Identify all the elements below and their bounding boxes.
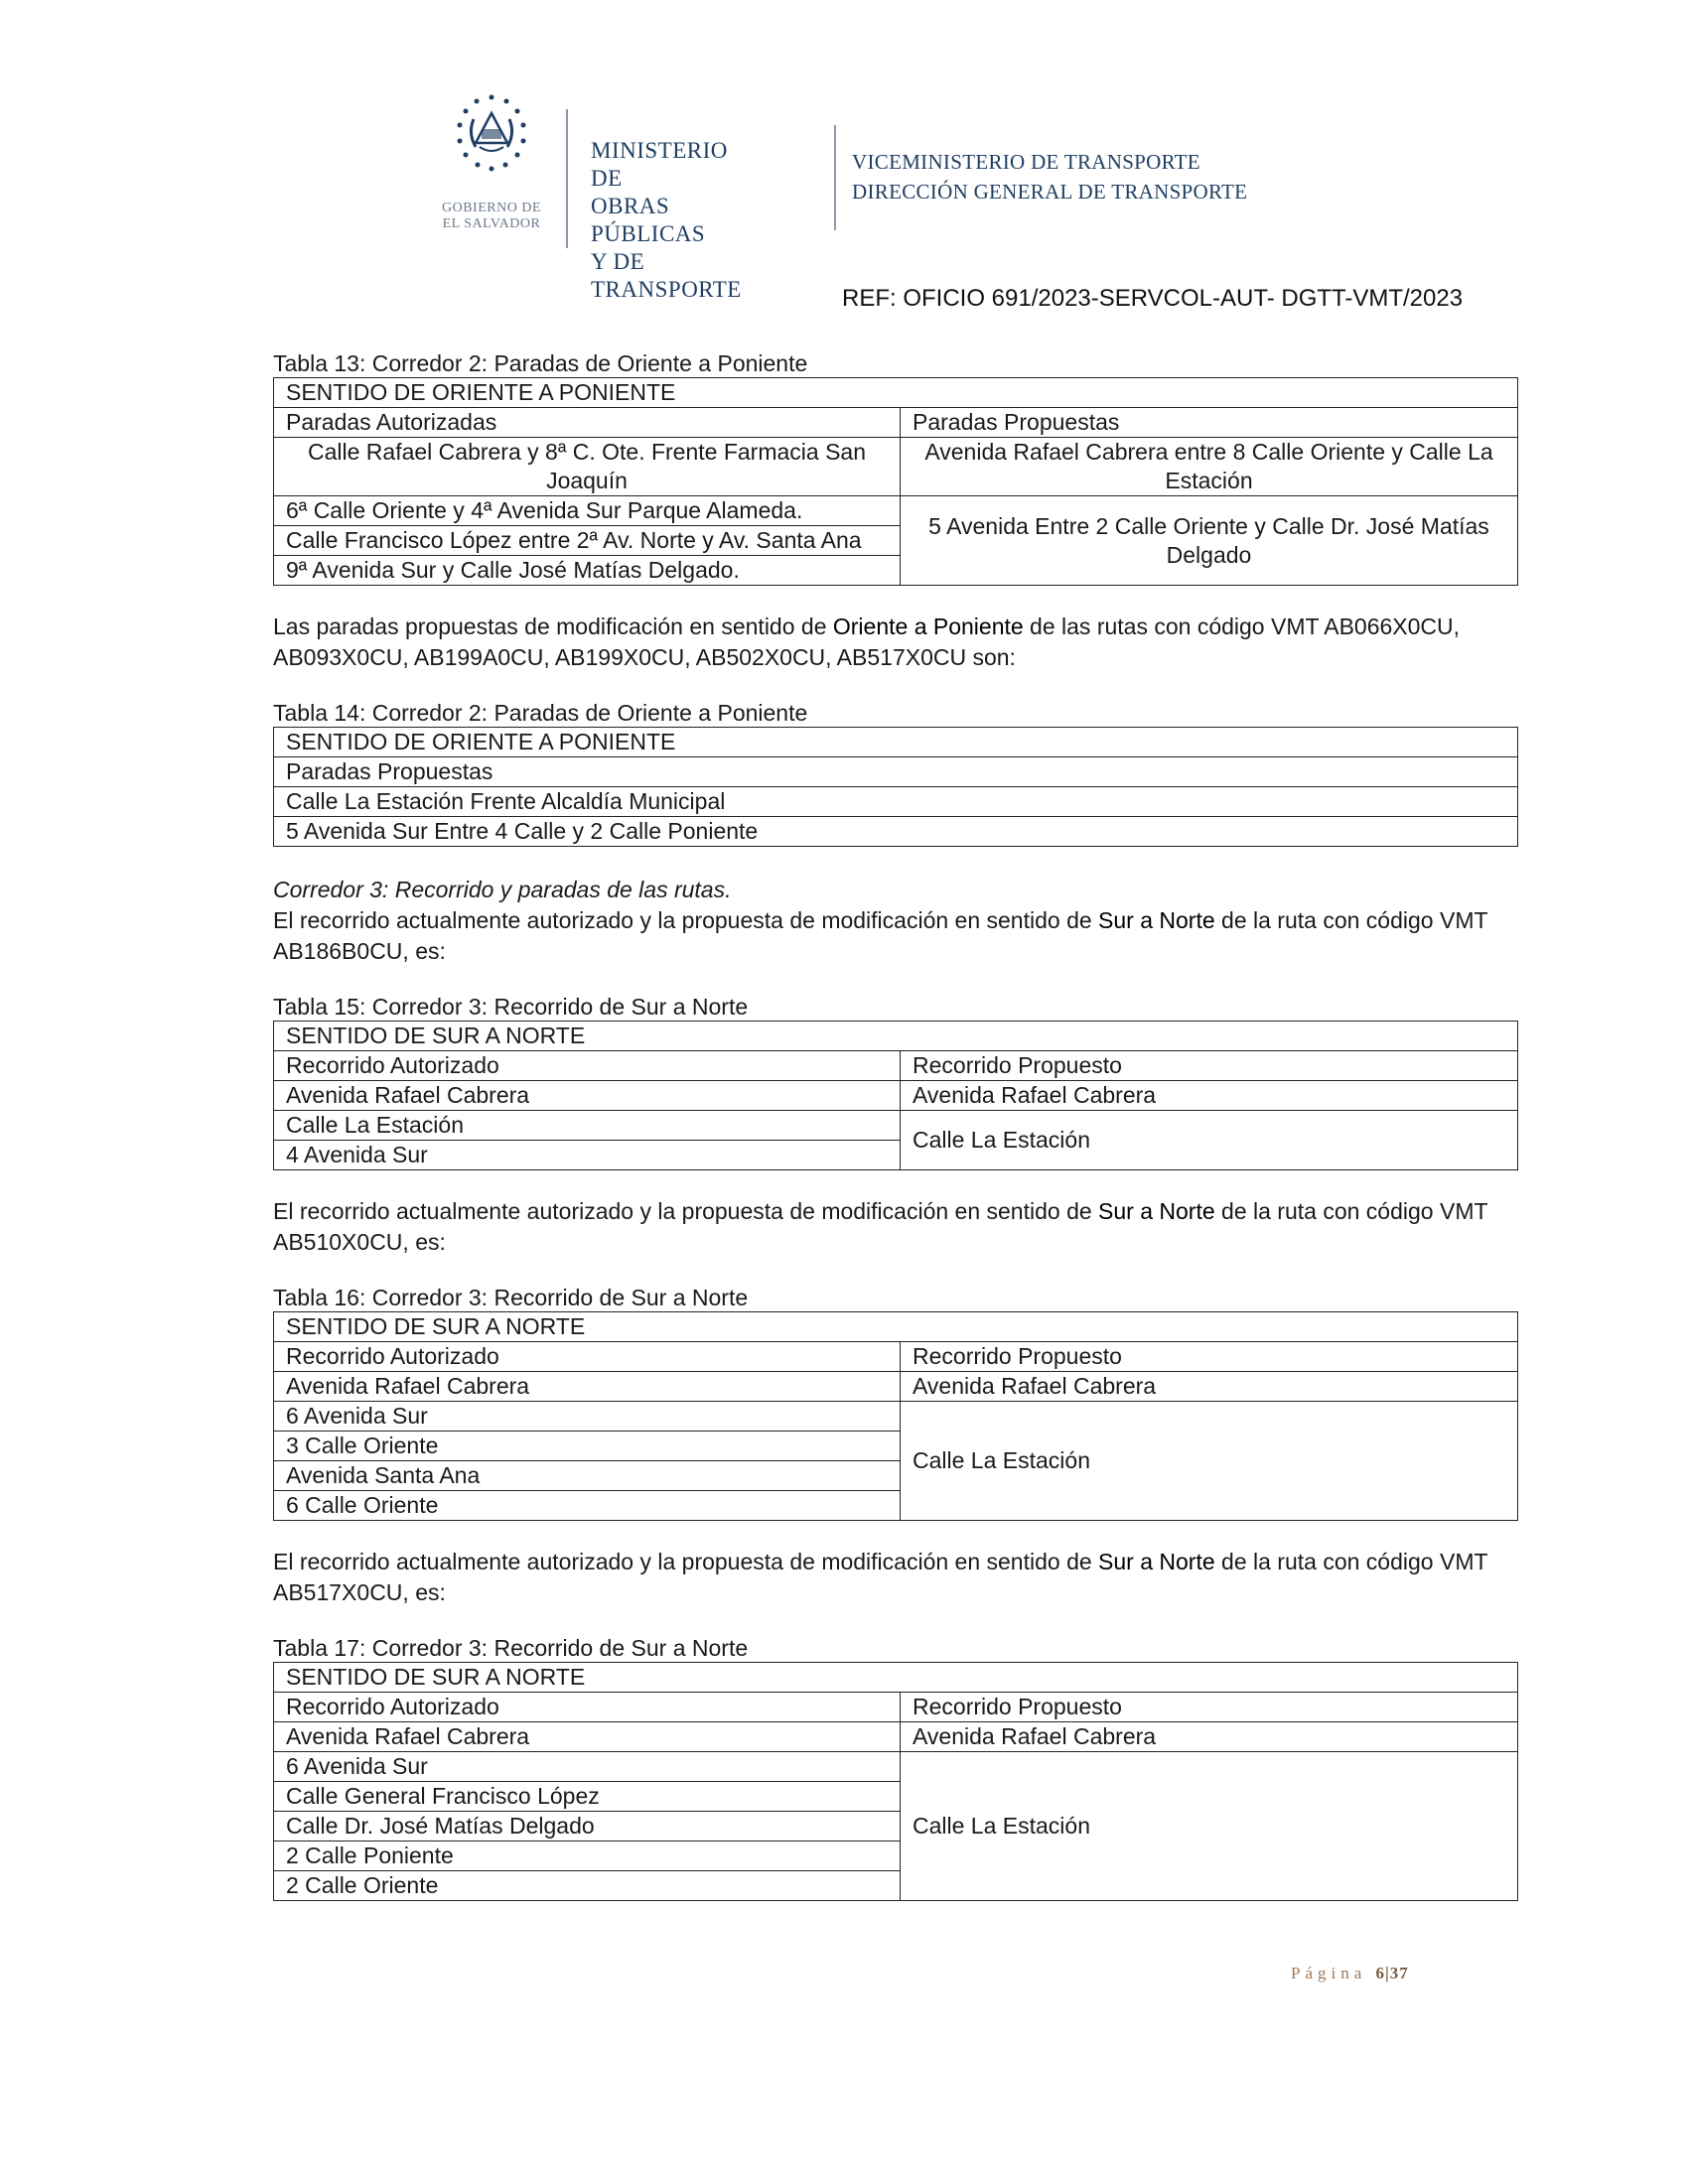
ministry-name — [591, 137, 742, 304]
table-cell: Calle Francisco López entre 2ª Av. Norte y Av. Santa Ana — [274, 526, 901, 556]
table-cell: Calle General Francisco López — [274, 1782, 901, 1812]
table-caption: Tabla 14: Corredor 2: Paradas de Oriente a Poniente — [273, 700, 808, 726]
vice-line2: DIRECCIÓN GENERAL DE TRANSPORTE — [852, 180, 1248, 204]
vice-line1: VICEMINISTERIO DE TRANSPORTE — [852, 150, 1200, 174]
table-caption: Tabla 17: Corredor 3: Recorrido de Sur a Norte — [273, 1635, 749, 1661]
table-cell: 3 Calle Oriente — [274, 1432, 901, 1461]
document-body — [273, 349, 1524, 1901]
table-13 — [273, 377, 1518, 586]
page-number: 6|37 — [1375, 1964, 1409, 1982]
table-cell: Calle Rafael Cabrera y 8ª C. Ote. Frente Farmacia San Joaquín — [274, 438, 901, 496]
paragraph-emphasis: Oriente a Poniente — [832, 614, 1024, 639]
table-cell: Calle Dr. José Matías Delgado — [274, 1812, 901, 1842]
paragraph-text: El recorrido actualmente autorizado y la propuesta de modificación en sentido de — [273, 907, 1099, 933]
table-cell: Calle La Estación — [901, 1111, 1518, 1170]
table-cell: 6ª Calle Oriente y 4ª Avenida Sur Parque Alameda. — [274, 496, 901, 526]
column-header: Paradas Propuestas — [901, 408, 1518, 438]
paragraph-text: de las rutas con código VMT AB066X0CU, AB093X0CU, AB199A0CU, AB199X0CU, AB502X0CU, AB517X0CU son: — [273, 614, 1461, 670]
column-header: Recorrido Autorizado — [274, 1693, 901, 1722]
table-title: SENTIDO DE SUR A NORTE — [274, 1022, 1518, 1051]
column-header: Recorrido Propuesto — [901, 1051, 1518, 1081]
section-heading: Corredor 3: Recorrido y paradas de las rutas. — [273, 877, 732, 902]
table-cell: Calle La Estación — [901, 1402, 1518, 1521]
table-caption: Tabla 13: Corredor 2: Paradas de Oriente a Poniente — [273, 350, 808, 376]
table-title: SENTIDO DE SUR A NORTE — [274, 1663, 1518, 1693]
table-cell: Calle La Estación Frente Alcaldía Municipal — [274, 787, 1518, 817]
paragraph-text: El recorrido actualmente autorizado y la propuesta de modificación en sentido de — [273, 1549, 1099, 1574]
table-caption: Tabla 15: Corredor 3: Recorrido de Sur a Norte — [273, 994, 749, 1020]
paragraph-emphasis: Sur a Norte — [1098, 1198, 1215, 1224]
table-cell: 6 Avenida Sur — [274, 1752, 901, 1782]
table-cell: 5 Avenida Sur Entre 4 Calle y 2 Calle Poniente — [274, 817, 1518, 847]
table-title: SENTIDO DE SUR A NORTE — [274, 1312, 1518, 1342]
ministry-line2: OBRAS PÚBLICAS — [591, 194, 706, 246]
column-header: Recorrido Autorizado — [274, 1342, 901, 1372]
table-cell: Avenida Rafael Cabrera — [901, 1081, 1518, 1111]
table-cell: 5 Avenida Entre 2 Calle Oriente y Calle Dr. José Matías Delgado — [901, 496, 1518, 586]
column-header: Paradas Autorizadas — [274, 408, 901, 438]
table-cell: Avenida Rafael Cabrera — [274, 1081, 901, 1111]
table-15 — [273, 1021, 1518, 1170]
seal-caption-line2: EL SALVADOR — [442, 216, 541, 231]
seal-caption-line1: GOBIERNO DE — [442, 201, 541, 215]
table-caption: Tabla 16: Corredor 3: Recorrido de Sur a Norte — [273, 1285, 749, 1310]
ministry-line3: Y DE TRANSPORTE — [591, 249, 742, 302]
paragraph-text: de la ruta con código VMT AB186B0CU, es: — [273, 907, 1488, 964]
table-cell: 9ª Avenida Sur y Calle José Matías Delgado. — [274, 556, 901, 586]
table-16 — [273, 1311, 1518, 1521]
table-title: SENTIDO DE ORIENTE A PONIENTE — [274, 728, 1518, 757]
ministry-line1: MINISTERIO DE — [591, 138, 728, 191]
paragraph-text: de la ruta con código VMT AB517X0CU, es: — [273, 1549, 1488, 1605]
paragraph-text: de la ruta con código VMT AB510X0CU, es: — [273, 1198, 1488, 1255]
paragraph-emphasis: Sur a Norte — [1098, 907, 1215, 933]
reference-number: REF: OFICIO 691/2023-SERVCOL-AUT- DGTT-VMT/2023 — [842, 285, 1464, 312]
paragraph-emphasis: Sur a Norte — [1098, 1549, 1215, 1574]
government-seal — [427, 89, 556, 248]
table-cell: 6 Calle Oriente — [274, 1491, 901, 1521]
coat-of-arms-icon — [442, 89, 541, 199]
vice-ministry — [852, 147, 1247, 206]
header-divider — [834, 125, 836, 230]
table-cell: Avenida Rafael Cabrera — [274, 1722, 901, 1752]
table-cell: Calle La Estación — [901, 1752, 1518, 1901]
table-title: SENTIDO DE ORIENTE A PONIENTE — [274, 378, 1518, 408]
table-cell: 6 Avenida Sur — [274, 1402, 901, 1432]
table-cell: Avenida Rafael Cabrera — [901, 1372, 1518, 1402]
table-cell: 2 Calle Poniente — [274, 1842, 901, 1871]
column-header: Recorrido Autorizado — [274, 1051, 901, 1081]
paragraph-text: El recorrido actualmente autorizado y la propuesta de modificación en sentido de — [273, 1198, 1099, 1224]
table-cell: 2 Calle Oriente — [274, 1871, 901, 1901]
paragraph — [273, 1196, 1524, 1258]
page-label: Página — [1291, 1964, 1367, 1982]
column-header: Recorrido Propuesto — [901, 1693, 1518, 1722]
column-header: Recorrido Propuesto — [901, 1342, 1518, 1372]
paragraph — [273, 1547, 1524, 1608]
paragraph — [273, 612, 1524, 673]
table-cell: Avenida Rafael Cabrera — [901, 1722, 1518, 1752]
table-cell: Avenida Rafael Cabrera — [274, 1372, 901, 1402]
column-header: Paradas Propuestas — [274, 757, 1518, 787]
table-17 — [273, 1662, 1518, 1901]
paragraph — [273, 905, 1524, 967]
seal-caption — [427, 201, 556, 232]
paragraph-text: Las paradas propuestas de modificación en sentido de — [273, 614, 833, 639]
table-cell: Avenida Santa Ana — [274, 1461, 901, 1491]
table-14 — [273, 727, 1518, 847]
table-cell: Calle La Estación — [274, 1111, 901, 1141]
table-cell: 4 Avenida Sur — [274, 1141, 901, 1170]
header-divider — [566, 109, 568, 248]
page-footer — [1291, 1964, 1409, 1983]
table-cell: Avenida Rafael Cabrera entre 8 Calle Oriente y Calle La Estación — [901, 438, 1518, 496]
